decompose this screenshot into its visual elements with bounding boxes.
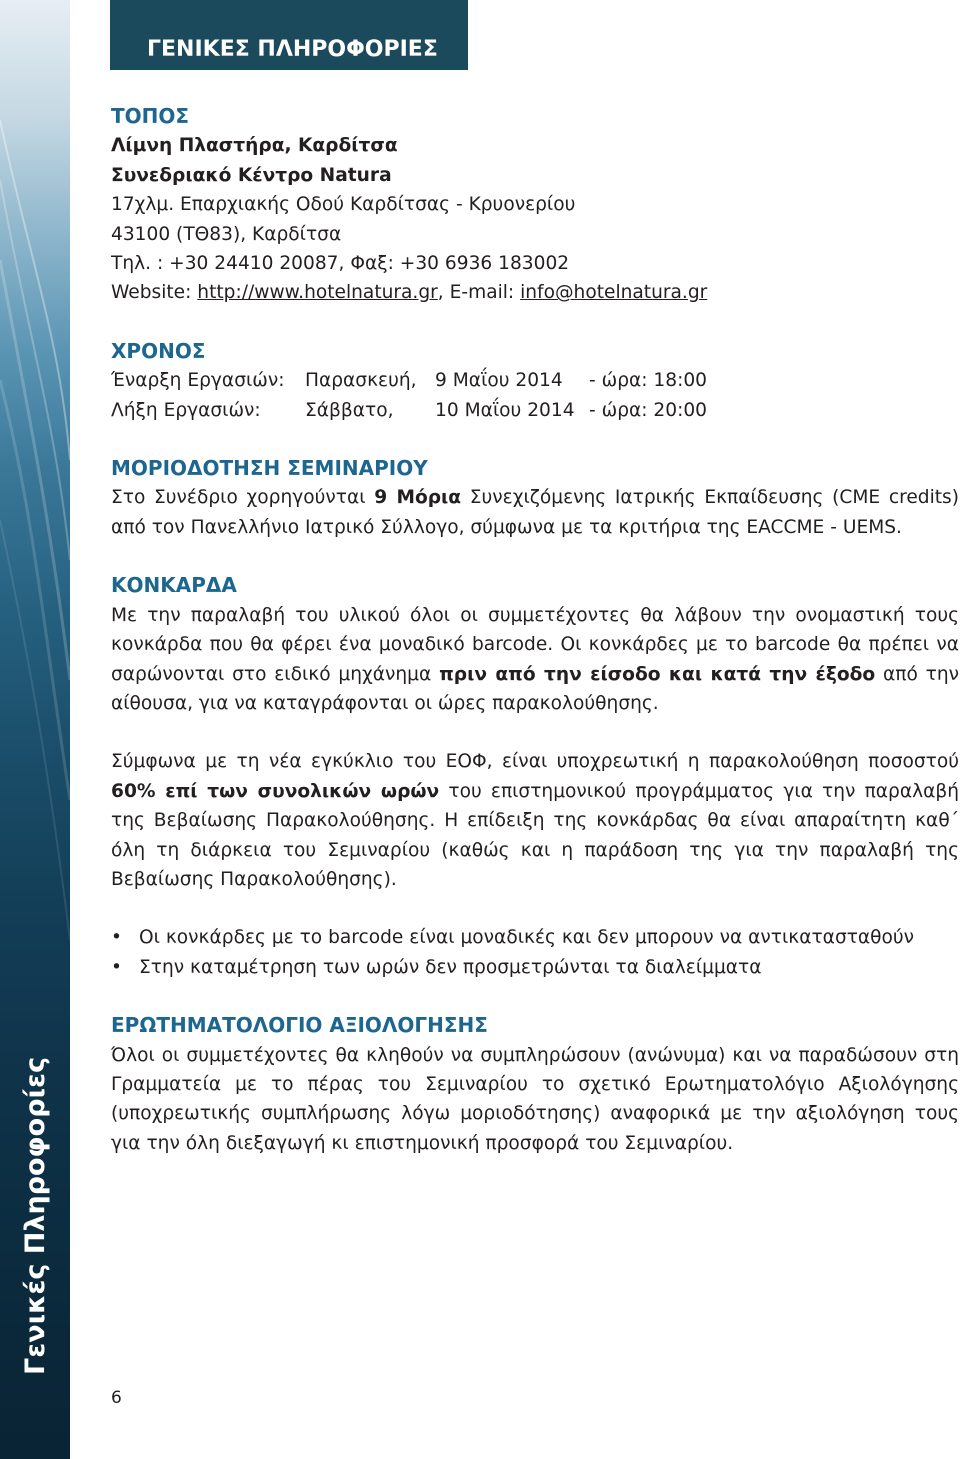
list-item: • Στην καταμέτρηση των ωρών δεν προσμετρώνται τα διαλείμματα	[111, 953, 959, 982]
bullet-icon: •	[111, 956, 122, 978]
bullet-icon: •	[111, 927, 122, 949]
erotimatologio-text: Όλοι οι συμμετέχοντες θα κληθούν να συμπληρώσουν (ανώνυμα) και να παραδώσουν στη Γραμματεία με το πέρας του Σεμιναρίου το σχετικό Ερωτηματολόγιο Αξιολόγησης (υποχρεωτικής συμπλήρωσης λόγω μοριοδότησης) αναφορικά με την αξιολόγηση τους για την όλη διεξαγωγή κι επιστημονική προσφορά του Σεμιναρίου.	[111, 1044, 959, 1154]
end-day: Σάββατο,	[305, 399, 394, 421]
moriodotisi-text: Στο Συνέδριο χορηγούνται 9 Μόρια Συνεχιζόμενης Ιατρικής Εκπαίδευσης (CME credits) από τον Πανελλήνιο Ιατρικό Σύλλογο, σύμφωνα με τα κριτήρια της EACCME - UEMS.	[111, 487, 959, 538]
topos-address: 17χλμ. Επαρχιακής Οδού Καρδίτσας - Κρυονερίου	[111, 194, 576, 216]
xronos-heading: ΧΡΟΝΟΣ	[111, 338, 206, 363]
end-label: Λήξη Εργασιών:	[111, 399, 261, 421]
side-title: Γενικές Πληροφορίες	[20, 1056, 51, 1375]
start-date: 9 Μαΐου 2014	[435, 370, 563, 392]
header-banner	[110, 0, 468, 70]
erotimatologio-heading: ΕΡΩΤΗΜΑΤΟΛΟΓΙΟ ΑΞΙΟΛΟΓΗΣΗΣ	[111, 1013, 488, 1038]
topos-heading: ΤΟΠΟΣ	[111, 104, 190, 128]
topos-line2: Συνεδριακό Κέντρο Natura	[111, 164, 392, 186]
side-band	[0, 0, 70, 1459]
topos-postcode: 43100 (ΤΘ83), Καρδίτσα	[111, 223, 342, 245]
konkarda-heading: ΚΟΝΚΑΡΔΑ	[111, 573, 237, 598]
section-topos	[111, 102, 959, 308]
moriodotisi-heading: ΜΟΡΙΟΔΟΤΗΣΗ ΣΕΜΙΝΑΡΙΟΥ	[111, 456, 428, 481]
konkarda-bullets	[111, 923, 959, 982]
website-link[interactable]: http://www.hotelnatura.gr	[197, 282, 438, 304]
email-link[interactable]: info@hotelnatura.gr	[520, 282, 708, 304]
section-konkarda	[111, 571, 959, 982]
list-item: • Οι κονκάρδες με το barcode είναι μοναδικές και δεν μπορουν να αντικατασταθούν	[111, 923, 959, 952]
section-xronos	[111, 337, 959, 425]
header-title: ΓΕΝΙΚΕΣ ΠΛΗΡΟΦΟΡΙΕΣ	[147, 37, 438, 62]
topos-line1: Λίμνη Πλαστήρα, Καρδίτσα	[111, 135, 398, 157]
start-day: Παρασκευή,	[305, 370, 417, 392]
start-label: Έναρξη Εργασιών:	[111, 370, 285, 392]
end-date: 10 Μαΐου 2014	[435, 399, 575, 421]
end-row	[111, 396, 959, 425]
section-erotimatologio	[111, 1011, 959, 1158]
konkarda-paragraph-2: Σύμφωνα με τη νέα εγκύκλιο του ΕΟΦ, είναι υποχρεωτική η παρακολούθηση ποσοστού 60% επί των συνολικών ωρών του επιστημονικού προγράμματος για την παραλαβή της Βεβαίωσης Παρακολούθησης. Η επίδειξη της κονκάρδας θα είναι απαραίτητη καθ΄ όλη τη διάρκεια του Σεμιναρίου (καθώς και η παράδοση της για την παραλαβή της Βεβαίωσης Παρακολούθησης).	[111, 751, 959, 890]
start-time: - ώρα: 18:00	[589, 370, 708, 392]
page-number: 6	[111, 1388, 122, 1408]
section-moriodotisi	[111, 454, 959, 542]
topos-phone: Τηλ. : +30 24410 20087, Φαξ: +30 6936 183002	[111, 253, 570, 275]
konkarda-paragraph-1: Με την παραλαβή του υλικού όλοι οι συμμετέχοντες θα λάβουν την ονομαστική τους κονκάρδα που θα φέρει ένα μοναδικό barcode. Οι κονκάρδες με το barcode θα πρέπει να σαρώνονται στο ειδικό μηχάνημα πριν από την είσοδο και κατά την έξοδο από την αίθουσα, για να καταγράφονται οι ώρες παρακολούθησης.	[111, 604, 960, 714]
end-time: - ώρα: 20:00	[589, 399, 708, 421]
content	[111, 102, 959, 1158]
start-row	[111, 366, 959, 395]
topos-contact: Website: http://www.hotelnatura.gr, E-mail: info@hotelnatura.gr	[111, 282, 708, 304]
